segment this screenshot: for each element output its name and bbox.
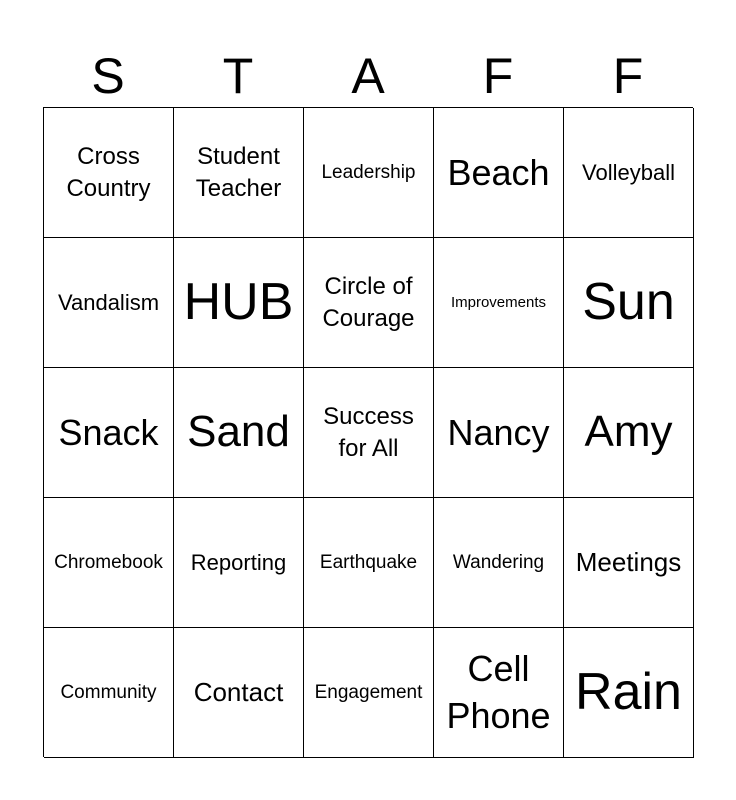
bingo-cell[interactable]: Community [44, 628, 174, 758]
bingo-cell[interactable]: Wandering [434, 498, 564, 628]
header-letter-a: A [351, 48, 385, 104]
bingo-cell[interactable]: Reporting [174, 498, 304, 628]
bingo-cell[interactable]: Amy [564, 368, 694, 498]
bingo-cell[interactable]: Sand [174, 368, 304, 498]
header-letter-f2: F [612, 48, 644, 104]
bingo-cell[interactable]: Snack [44, 368, 174, 498]
bingo-cell[interactable]: Volleyball [564, 108, 694, 238]
bingo-cell[interactable]: Cell Phone [434, 628, 564, 758]
bingo-cell[interactable]: Circle of Courage [304, 238, 434, 368]
bingo-cell[interactable]: Contact [174, 628, 304, 758]
bingo-cell[interactable]: Leadership [304, 108, 434, 238]
bingo-cell[interactable]: Engagement [304, 628, 434, 758]
bingo-board [43, 107, 693, 757]
bingo-cell[interactable]: Meetings [564, 498, 694, 628]
bingo-cell[interactable]: Rain [564, 628, 694, 758]
bingo-cell[interactable]: Earthquake [304, 498, 434, 628]
bingo-cell[interactable]: Improvements [434, 238, 564, 368]
bingo-cell[interactable]: Vandalism [44, 238, 174, 368]
bingo-cell[interactable]: Beach [434, 108, 564, 238]
header-letter-f1: F [482, 48, 514, 104]
bingo-cell[interactable]: Chromebook [44, 498, 174, 628]
bingo-header [43, 44, 693, 108]
bingo-cell[interactable]: Nancy [434, 368, 564, 498]
header-letter-t: T [222, 48, 254, 104]
bingo-cell[interactable]: Success for All [304, 368, 434, 498]
bingo-cell[interactable]: Cross Country [44, 108, 174, 238]
bingo-cell[interactable]: HUB [174, 238, 304, 368]
header-letter-s: S [91, 48, 125, 104]
bingo-cell[interactable]: Sun [564, 238, 694, 368]
bingo-cell[interactable]: Student Teacher [174, 108, 304, 238]
